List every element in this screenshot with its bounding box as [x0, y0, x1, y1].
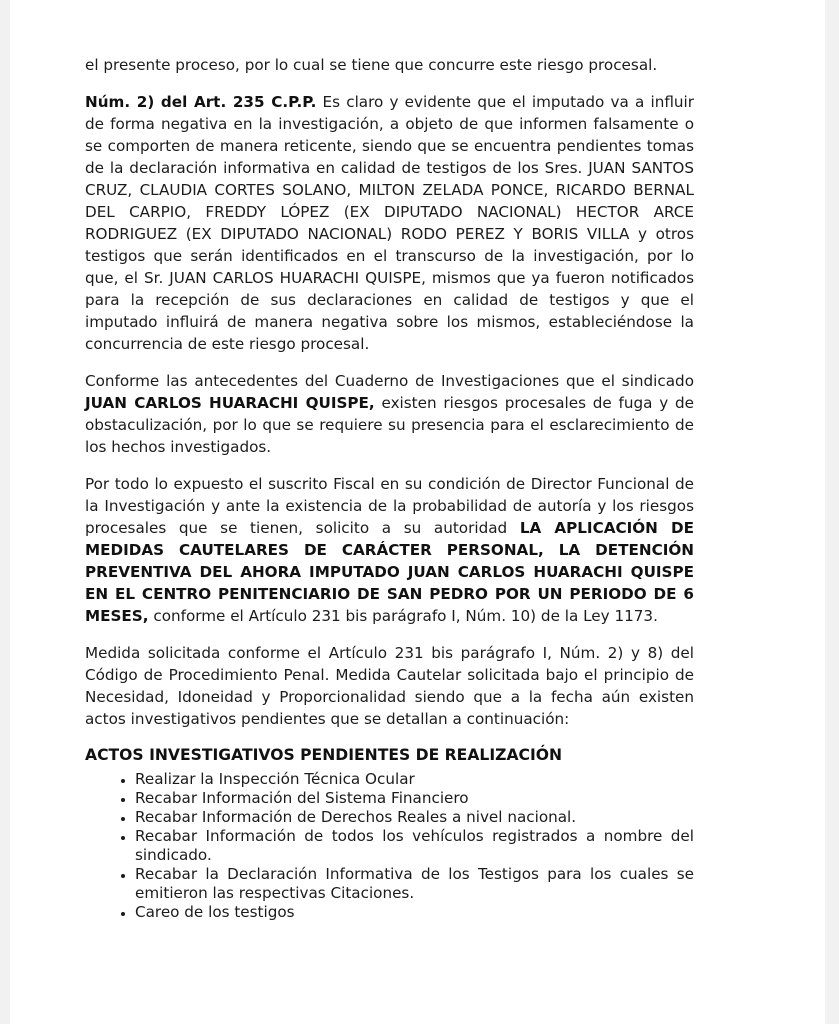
- article-reference: Núm. 2) del Art. 235 C.P.P.: [85, 93, 317, 111]
- paragraph-text: el presente proceso, por lo cual se tiene que concurre este riesgo procesal.: [85, 56, 658, 74]
- paragraph-text: Medida solicitada conforme el Artículo 231 bis parágrafo I, Núm. 2) y 8) del Código de Procedimiento Penal. Medida Cautelar solicitada bajo el principio de Necesidad, Idoneidad y Proporcionalidad siendo que a la fecha aún existen actos investigativos pendientes que se detallan a continuación:: [85, 644, 694, 728]
- list-item: • Recabar Información de todos los vehículos registrados a nombre del sindicado.: [135, 827, 694, 865]
- requested-measure: LA APLICACIÓN DE MEDIDAS CAUTELARES DE CARÁCTER PERSONAL, LA DETENCIÓN PREVENTIVA DEL AHORA IMPUTADO JUAN CARLOS HUARACHI QUISPE EN EL CENTRO PENITENCIARIO DE SAN PEDRO POR UN PERIODO DE 6 MESES,: [85, 519, 694, 625]
- document-body: [85, 54, 694, 922]
- paragraph-text: conforme el Artículo 231 bis parágrafo I, Núm. 10) de la Ley 1173.: [148, 607, 658, 625]
- list-item: • Realizar la Inspección Técnica Ocular: [135, 770, 694, 789]
- paragraph-obstruction-risk: [85, 91, 694, 355]
- list-item: • Recabar Información del Sistema Financiero: [135, 789, 694, 808]
- paragraph-request: [85, 473, 694, 627]
- paragraph-measure-basis: [85, 642, 694, 730]
- paragraph-text: Conforme las antecedentes del Cuaderno de Investigaciones que el sindicado: [85, 372, 694, 390]
- paragraph-text: existen riesgos procesales de fuga y de obstaculización, por lo que se requiere su presencia para el esclarecimiento de los hechos investigados.: [85, 394, 694, 456]
- paragraph-text: Es claro y evidente que el imputado va a influir de forma negativa en la investigación, a objeto de que informen falsamente o se comporten de manera reticente, siendo que se encuentra pendientes tomas de la declaración informativa en calidad de testigos de los Sres. JUAN SANTOS CRUZ, CLAUDIA CORTES SOLANO, MILTON ZELADA PONCE, RICARDO BERNAL DEL CARPIO, FREDDY LÓPEZ (EX DIPUTADO NACIONAL) HECTOR ARCE RODRIGUEZ (EX DIPUTADO NACIONAL) RODO PEREZ Y BORIS VILLA y otros testigos que serán identificados en el transcurso de la investigación, por lo que, el Sr. JUAN CARLOS HUARACHI QUISPE, mismos que ya fueron notificados para la recepción de sus declaraciones en calidad de testigos y que el imputado influirá de manera negativa sobre los mismos, estableciéndose la concurrencia de este riesgo procesal.: [85, 93, 695, 353]
- paragraph-text: Por todo lo expuesto el suscrito Fiscal en su condición de Director Funcional de la Investigación y ante la existencia de la probabilidad de autoría y los riesgos procesales que se tienen, solicito a su autoridad: [85, 475, 694, 537]
- paragraph-risk-conclusion: [85, 54, 694, 76]
- defendant-name: JUAN CARLOS HUARACHI QUISPE,: [85, 394, 375, 412]
- list-item: • Careo de los testigos: [135, 903, 694, 922]
- document-page: [10, 0, 825, 1024]
- paragraph-procedural-risks: [85, 370, 694, 458]
- pending-acts-list: [85, 770, 694, 922]
- list-item: • Recabar la Declaración Informativa de los Testigos para los cuales se emitieron las respectivas Citaciones.: [135, 865, 694, 903]
- list-item: • Recabar Información de Derechos Reales a nivel nacional.: [135, 808, 694, 827]
- section-heading: ACTOS INVESTIGATIVOS PENDIENTES DE REALIZACIÓN: [85, 746, 563, 764]
